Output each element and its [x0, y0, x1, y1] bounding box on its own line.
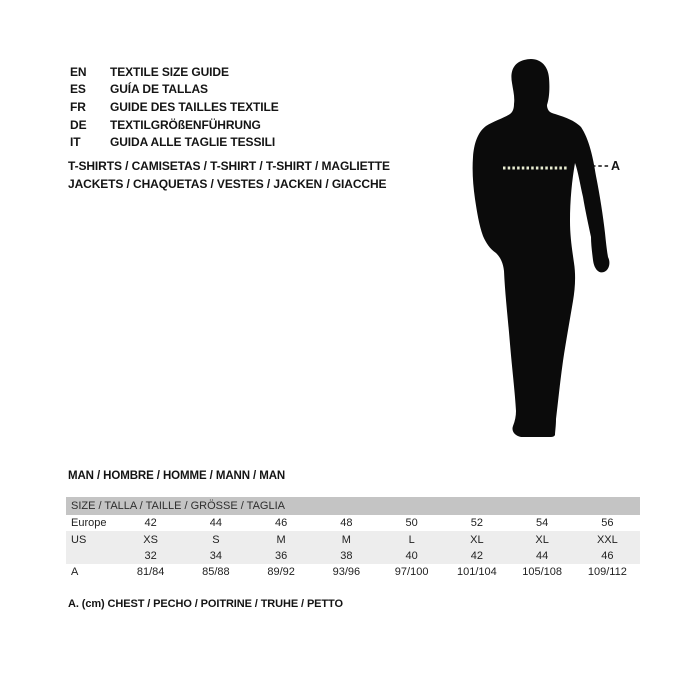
size-cell: 85/88 [202, 566, 230, 579]
size-cell: 48 [340, 517, 353, 530]
product-types-jackets: JACKETS / CHAQUETAS / VESTES / JACKEN / GIACCHE [68, 177, 387, 192]
language-code: EN [70, 64, 87, 79]
size-cell: 46 [601, 549, 614, 562]
product-types [68, 157, 390, 194]
size-cell: 46 [275, 517, 288, 530]
man-body-shape [473, 59, 610, 437]
size-table-header [66, 497, 640, 515]
guide-title-it: GUIDA ALLE TAGLIE TESSILI [110, 135, 276, 150]
product-types-tshirts: T-SHIRTS / CAMISETAS / T-SHIRT / T-SHIRT / MAGLIETTE [68, 159, 390, 173]
language-code: IT [70, 135, 81, 150]
row-label: US [71, 533, 87, 546]
table-row-us [66, 531, 640, 547]
guide-title-es: GUÍA DE TALLAS [110, 82, 208, 97]
size-cell: 97/100 [394, 566, 429, 579]
size-cell: 109/112 [587, 566, 627, 579]
size-cell: 81/84 [136, 566, 165, 579]
size-cell: 105/108 [522, 566, 562, 579]
size-cell: 32 [144, 549, 157, 562]
language-code: DE [70, 117, 87, 132]
language-row-it [70, 133, 279, 151]
language-code: FR [70, 99, 86, 114]
size-cell: 54 [536, 517, 549, 530]
guide-title-en: TEXTILE SIZE GUIDE [110, 64, 229, 79]
table-row-europe [66, 515, 640, 531]
language-row-es [70, 81, 279, 99]
size-cell: M [341, 533, 351, 546]
size-cell: 36 [275, 549, 288, 562]
size-cell: XL [470, 533, 484, 546]
size-cell: 42 [144, 517, 157, 530]
size-cell: 56 [601, 517, 614, 530]
guide-title-fr: GUIDE DES TAILLES TEXTILE [110, 99, 279, 114]
size-cell: 42 [470, 549, 483, 562]
language-guide-list [70, 63, 279, 151]
size-cell: XL [535, 533, 549, 546]
size-cell: 50 [405, 517, 418, 530]
table-row-us-numeric [66, 548, 640, 564]
size-cell: 38 [340, 549, 353, 562]
size-cell: 34 [209, 549, 222, 562]
size-cell: 89/92 [267, 566, 295, 579]
gender-heading: MAN / HOMBRE / HOMME / MANN / MAN [68, 470, 286, 482]
size-cell: 40 [405, 549, 418, 562]
size-cell: 101/104 [456, 566, 497, 579]
size-cell: 93/96 [332, 566, 361, 579]
row-label: Europe [71, 517, 107, 530]
measurement-footnote: A. (cm) CHEST / PECHO / POITRINE / TRUHE / PETTO [68, 598, 343, 610]
size-table [66, 497, 640, 581]
language-row-de [70, 116, 279, 134]
size-table-header-label: SIZE / TALLA / TAILLE / GRÖSSE / TAGLIA [71, 500, 285, 512]
size-cell: XS [143, 533, 158, 546]
language-row-fr [70, 98, 279, 116]
guide-title-de: TEXTILGRÖßENFÜHRUNG [110, 117, 261, 132]
size-cell: XXL [596, 533, 618, 546]
size-cell: 44 [209, 517, 222, 530]
size-cell: S [212, 533, 220, 546]
language-code: ES [70, 82, 86, 97]
table-row-chest [66, 564, 640, 580]
man-silhouette [430, 0, 700, 470]
size-cell: 44 [536, 549, 549, 562]
chest-measure-label: A [611, 159, 621, 173]
language-row-en [70, 63, 279, 81]
size-cell: L [408, 533, 415, 546]
size-cell: 52 [470, 517, 483, 530]
row-label: A [71, 566, 79, 579]
size-cell: M [276, 533, 286, 546]
